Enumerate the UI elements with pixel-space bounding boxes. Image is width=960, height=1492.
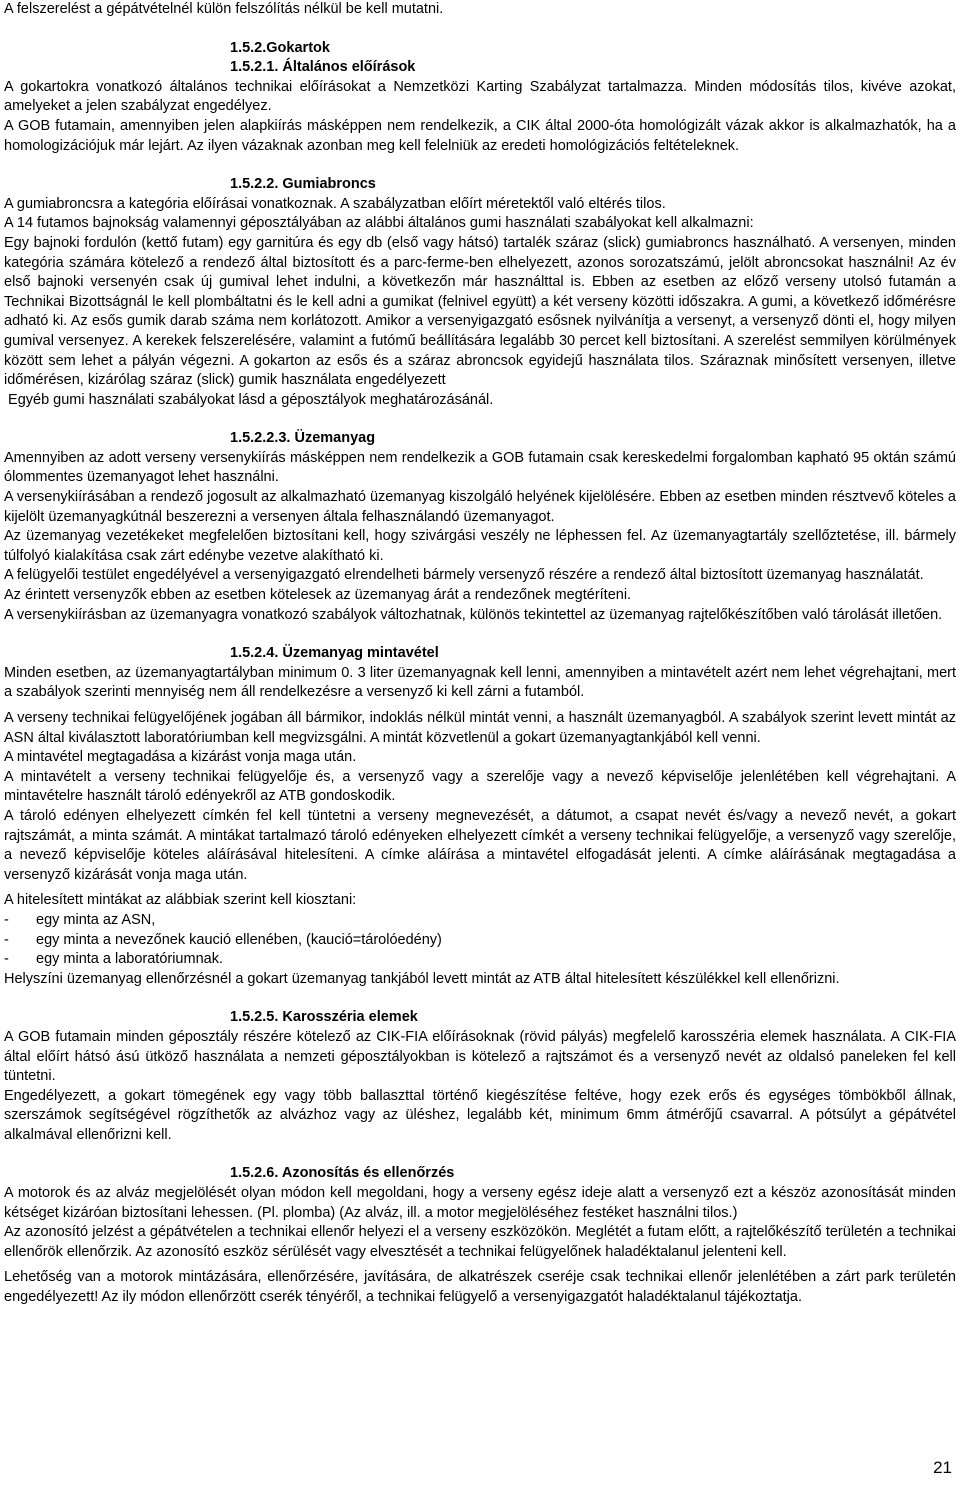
- paragraph: Az azonosító jelzést a gépátvételen a technikai ellenőr helyezi el a verseny eszközökön. Meglétét a futam előtt, a rajtelőkészítő területén a technikai ellenőrök ellenőrzik. Az azonosító eszköz sérülését vagy elvesztését a technikai felügyelőnek haladéktalanul jelenteni kell.: [4, 1224, 956, 1260]
- section-heading-uzemanyag: [4, 429, 956, 449]
- paragraph: Minden esetben, az üzemanyagtartályban minimum 0. 3 liter üzemanyagnak kell lenni, amennyiben a mintavételt azért nem lehet végrehajtani, mert a szabályok szerinti mennyiség nem áll rendelkezésre a versenyző ki kell zárni a futamból.: [4, 664, 956, 701]
- list-dash: -: [4, 951, 9, 968]
- intro-paragraph: A felszerelést a gépátvételnél külön felszólítás nélkül be kell mutatni.: [4, 1, 444, 17]
- section-number: 1.5.2.4.: [230, 645, 279, 662]
- paragraph: Az üzemanyag vezetékeket megfelelően biztosítani kell, hogy szivárgási veszély ne léphessen fel. Az üzemanyagtartály szellőztetése, ill. bármely túlfolyó kialakítása csak zárt edénybe vezetve alakítható ki.: [4, 528, 956, 564]
- list-item: [4, 950, 956, 970]
- page-number: 21: [933, 1458, 952, 1477]
- paragraph: A gokartokra vonatkozó általános technikai előírásokat a Nemzetközi Karting Szabályzat tartalmazza. Minden módosítás tilos, kivéve azokat, amelyeket a jelen szabályzat engedélyez.: [4, 78, 956, 115]
- paragraph: A versenykiírásában a rendező jogosult az alkalmazható üzemanyag kiszolgáló helyének kijelölésére. Ebben az esetben minden résztvevő köteles a kijelölt üzemanyagkútnál beszerezni a versenyen általa felhasználandó üzemanyagot.: [4, 489, 956, 525]
- section-number: 1.5.2.2.: [230, 176, 279, 193]
- paragraph: A tároló edényen elhelyezett címkén fel kell tüntetni a verseny megnevezését, a dátumot, a csapat nevét és/vagy a nevező nevét, a gokart rajtszámát, a minta számát. A mintákat tartalmazó tároló edényeken elhelyezett címkét a verseny technikai felügyelője, a versenyző vagy szerelője, a nevező képviselője köteles aláírásával hitelesíteni. A címke aláírása a mintavétel elfogadását jelenti. A címke aláírásának megtagadása a versenyző kizárását vonja maga után.: [4, 807, 956, 883]
- section-title: Gokartok: [266, 39, 330, 56]
- paragraph: A mintavétel megtagadása a kizárást vonja maga után.: [4, 749, 357, 766]
- paragraph: A motorok és az alváz megjelölését olyan módon kell megoldani, hogy a verseny egész ideje alatt a versenyző ezt a készöz azonosítását minden kétséget kizáróan biztosítani lehessen. (Pl. plomba) (Az alváz, ill. a motor megjelöléséhez festéket használni tilos.): [4, 1185, 956, 1221]
- list-item-text: egy minta az ASN,: [36, 911, 156, 928]
- paragraph: A felügyelői testület engedélyével a versenyigazgató elrendelheti bármely versenyző részére a rendező által biztosított üzemanyag használatát.: [4, 567, 924, 584]
- section-heading-gokartok: [4, 39, 956, 59]
- list-item: [4, 931, 956, 951]
- paragraph: Helyszíni üzemanyag ellenőrzésnél a gokart üzemanyag tankjából levett mintát az ATB által hitelesített készülékkel kell ellenőrizni.: [4, 970, 840, 987]
- list-dash: -: [4, 911, 9, 928]
- section-title: Üzemanyag: [294, 430, 376, 447]
- section-number: 1.5.2.1.: [230, 59, 279, 76]
- section-title: Üzemanyag mintavétel: [282, 645, 439, 662]
- paragraph: A hitelesített mintákat az alábbiak szerint kell kiosztani:: [4, 892, 357, 909]
- paragraph: Egy bajnoki fordulón (kettő futam) egy garnitúra és egy db (első vagy hátsó) tartalék száraz (slick) gumiabroncs használható. A versenyen, minden kategória számára kötelező a rendező által biztosított és a parc-ferme-ben elhelyezett, azonos sorozatszámú, jelölt abroncsokat használni! Az év első bajnoki versenyén csak új gumival lehet indulni, a következőn már használttal is. Ebben az esetben az előző verseny utolsó futamán a Technikai Bizottságnál le kell plombáltatni és le kell adni a gumikat (felnivel együtt) a két verseny közötti időszakra. A gumi, a következő időmérésre adható ki. Az esős gumik darab száma nem korlátozott. Amikor a versenyigazgató esősnek nyilvánítja a versenyt, a versenyző dönti el, hogy milyen gumival versenyez. A kerekek felszerelésére, valamint a futómű beállítására legalább 30 percet kell biztosítani. A szerelést semmilyen körülmények között sem lehet a pályán végezni. A gokarton az esős és a száraz abroncsok egyidejű használata tilos. Száraznak minősített versenyen, illetve időmérésen, kizárólag száraz (slick) gumik használata engedélyezett: [4, 234, 956, 389]
- document-page: [4, 0, 956, 1308]
- paragraph: Egyéb gumi használati szabályokat lásd a géposztályok meghatározásánál.: [4, 391, 494, 408]
- list-item-text: egy minta a nevezőnek kaució ellenében, (kaució=tárolóedény): [36, 931, 442, 948]
- section-title: Azonosítás és ellenőrzés: [281, 1165, 455, 1182]
- section-title: Általános előírások: [282, 59, 416, 76]
- section-heading-gumiabroncs: [4, 175, 956, 195]
- section-title: Karosszéria elemek: [282, 1009, 418, 1026]
- section-number: 1.5.2.: [230, 39, 267, 56]
- paragraph: A versenykiírásban az üzemanyagra vonatkozó szabályok változhatnak, különös tekintettel az üzemanyag rajtelőkészítőben való tárolását illetően.: [4, 606, 943, 623]
- paragraph: Engedélyezett, a gokart tömegének egy vagy több ballaszttal történő kiegészítése feltéve, hogy ezek erős és egységes tömbökből állnak, szerszámok segítségével rögzíthetők az alvázhoz vagy az üléshez, legalább két, minimum 6mm átmérőjű csavarral. A pótsúlyt a gépátvétel alkalmával ellenőrizni kell.: [4, 1087, 956, 1143]
- paragraph: Amennyiben az adott verseny versenykiírás másképpen nem rendelkezik a GOB futamain csak kereskedelmi forgalomban kapható 95 oktán számú ólommentes üzemanyagot lehet használni.: [4, 449, 956, 486]
- paragraph: A GOB futamain minden géposztály részére kötelező az CIK-FIA előírásoknak (rövid pályás) megfelelő karosszéria elemek használata. A CIK-FIA által előírt hátsó ású ütköző használata a nemzeti géposztályokban is kötelező a rajtszámot és a versenyző nevét az oldalsó paneleken fel kell tüntetni.: [4, 1028, 956, 1085]
- paragraph: Az érintett versenyzők ebben az esetben kötelesek az üzemanyag árát a rendezőnek megtéríteni.: [4, 587, 632, 604]
- list-dash: -: [4, 931, 9, 948]
- section-number: 1.5.2.2.3.: [230, 430, 291, 447]
- paragraph: A verseny technikai felügyelőjének jogában áll bármikor, indoklás nélkül mintát venni, a használt üzemanyagból. A szabályok szerint levett mintát az ASN által kiválasztott laboratóriumban kell megvizsgálni. A mintát közvetlenül a gokart üzemanyagtankjából kell venni.: [4, 710, 956, 746]
- section-title: Gumiabroncs: [282, 176, 376, 193]
- list-item-text: egy minta a laboratóriumnak.: [36, 951, 223, 968]
- paragraph: A mintavételt a verseny technikai felügyelője és, a versenyző vagy a szerelője vagy a nevező képviselője jelenlétében kell végrehajtani. A mintavételre használt tároló edényekről az ATB gondoskodik.: [4, 768, 956, 805]
- section-heading-mintavetel: [4, 644, 956, 664]
- section-heading-altalanos: [4, 58, 956, 78]
- paragraph: A 14 futamos bajnokság valamennyi géposztályában az alábbi általános gumi használati szabályokat kell alkalmazni:: [4, 215, 754, 232]
- paragraph: Lehetőség van a motorok mintázására, ellenőrzésére, javítására, de alkatrészek cseréje csak technikai ellenőr jelenlétében a zárt park területén engedélyezett! Az ily módon ellenőrzött cserék tényéről, a technikai felügyelő a versenyigazgatót haladéktalanul tájékoztatja.: [4, 1269, 956, 1306]
- section-heading-karosszeria: [4, 1008, 956, 1028]
- section-number: 1.5.2.6.: [230, 1165, 279, 1182]
- section-heading-azonositas: [4, 1164, 956, 1184]
- paragraph: A gumiabroncsra a kategória előírásai vonatkoznak. A szabályzatban előírt méretektől való eltérés tilos.: [4, 195, 666, 212]
- paragraph: A GOB futamain, amennyiben jelen alapkiírás másképpen nem rendelkezik, a CIK által 2000-óta homológizált vázak akkor is alkalmazhatók, ha a homologizációjuk már lejárt. Az ilyen vázaknak azonban meg kell felelniük az eredeti homológizációs feltételeknek.: [4, 117, 956, 154]
- section-number: 1.5.2.5.: [230, 1009, 279, 1026]
- list-item: [4, 911, 956, 931]
